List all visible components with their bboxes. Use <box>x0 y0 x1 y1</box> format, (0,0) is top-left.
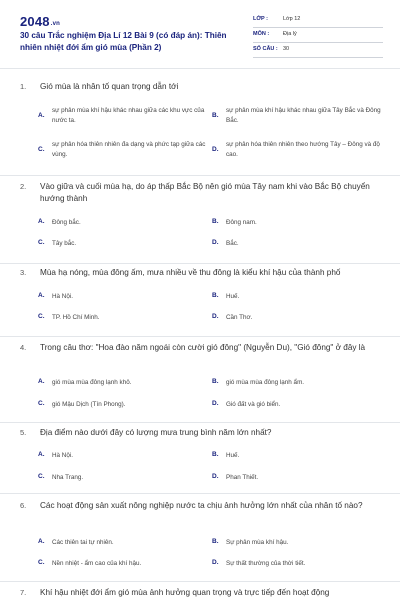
info-value: Lớp 12 <box>283 16 301 22</box>
question-text: Các hoạt động sản xuất nông nghiệp nước ta chịu ảnh hưởng lớn nhất của nhân tố nào? <box>40 501 363 510</box>
question-4 <box>0 337 400 423</box>
question-text: Trong câu thơ: "Hoa đào năm ngoái còn cười gió đông" (Nguyễn Du), "Gió đông" ở đây là <box>40 343 366 352</box>
question-5 <box>0 423 400 494</box>
option-text: sự phân mùa khí hậu khác nhau giữa Tây Bắc và Đông Bắc. <box>226 107 381 124</box>
question-text: Địa điểm nào dưới đây có lượng mưa trung bình năm lớn nhất? <box>40 428 272 437</box>
option-text: Hà Nội. <box>52 452 73 459</box>
option-text: Đông nam. <box>226 219 257 226</box>
option-text: Bắc. <box>226 240 239 247</box>
info-row-subject <box>253 28 383 43</box>
option-text: Huế. <box>226 293 240 300</box>
option-text: gió mùa mùa đông lạnh ẩm. <box>226 379 305 386</box>
option-letter: A. <box>38 292 45 299</box>
option-text: Nha Trang. <box>52 474 84 481</box>
option-text: Hà Nội. <box>52 293 73 300</box>
info-value: 30 <box>283 46 290 52</box>
question-number: 6. <box>20 501 27 510</box>
info-row-class <box>253 13 383 28</box>
option-text: Các thiên tai tự nhiên. <box>52 539 114 546</box>
question-number: 2. <box>20 182 27 191</box>
info-label: SỐ CÂU : <box>253 46 278 52</box>
header-divider <box>0 68 400 69</box>
option-letter: A. <box>38 538 45 545</box>
option-letter: B. <box>212 292 219 299</box>
question-text: Khí hậu nhiệt đới ẩm gió mùa ảnh hưởng quan trọng và trực tiếp đến hoạt động <box>40 588 330 597</box>
option-letter: A. <box>38 378 45 385</box>
info-label: LỚP : <box>253 16 268 22</box>
option-text: Phan Thiết. <box>226 474 259 481</box>
option-letter: D. <box>212 473 219 480</box>
option-letter: B. <box>212 218 219 225</box>
option-text: Huế. <box>226 452 240 459</box>
option-letter: C. <box>38 559 45 566</box>
option-letter: C. <box>38 313 45 320</box>
logo-suffix: .vn <box>50 21 61 27</box>
option-letter: D. <box>212 559 219 566</box>
logo-text: 2048 <box>20 14 50 29</box>
info-label: MÔN : <box>253 31 270 37</box>
option-text: gió mùa mùa đông lạnh khô. <box>52 379 132 386</box>
question-number: 7. <box>20 588 27 597</box>
option-text: Sự thất thường của thời tiết. <box>226 560 306 567</box>
question-number: 4. <box>20 343 27 352</box>
question-number: 1. <box>20 82 27 91</box>
option-letter: D. <box>212 400 219 407</box>
option-letter: C. <box>38 146 45 153</box>
option-letter: C. <box>38 400 45 407</box>
question-2 <box>0 176 400 264</box>
question-6 <box>0 494 400 582</box>
question-text: Gió mùa là nhân tố quan trọng dẫn tới <box>40 82 179 91</box>
option-letter: D. <box>212 313 219 320</box>
option-text: TP. Hồ Chí Minh. <box>52 314 100 321</box>
question-number: 5. <box>20 428 27 437</box>
option-letter: D. <box>212 146 219 153</box>
option-text: gió Mậu Dịch (Tín Phong). <box>52 401 126 408</box>
question-7 <box>0 582 400 600</box>
question-number: 3. <box>20 268 27 277</box>
document-title: 30 câu Trắc nghiệm Địa Lí 12 Bài 9 (có đáp án): Thiên nhiên nhiệt đới ẩm gió mùa (Phần 2) <box>20 31 227 52</box>
option-text: Nền nhiệt - ẩm cao của khí hậu. <box>52 560 142 567</box>
option-letter: B. <box>212 378 219 385</box>
option-letter: A. <box>38 218 45 225</box>
option-letter: A. <box>38 451 45 458</box>
option-text: sự phân hóa thiên nhiên theo hướng Tây – Đông và độ cao. <box>226 141 380 158</box>
page-header <box>0 0 400 70</box>
site-logo[interactable] <box>20 14 60 29</box>
option-text: Đông bắc. <box>52 219 81 226</box>
question-text: Mùa hạ nóng, mùa đông ấm, mưa nhiều về thu đông là kiểu khí hậu của thành phố <box>40 268 341 277</box>
option-letter: B. <box>212 538 219 545</box>
option-letter: B. <box>212 112 219 119</box>
info-value: Địa lý <box>283 31 297 37</box>
option-letter: C. <box>38 473 45 480</box>
option-letter: D. <box>212 239 219 246</box>
option-text: Cần Thơ. <box>226 314 253 321</box>
option-letter: A. <box>38 112 45 119</box>
info-panel <box>253 13 383 58</box>
option-text: sự phân mùa khí hậu khác nhau giữa các khu vực của nước ta. <box>52 107 205 124</box>
question-text: Vào giữa và cuối mùa hạ, do áp thấp Bắc Bộ nên gió mùa Tây nam khi vào Bắc Bộ chuyển hướng thành <box>40 182 370 203</box>
option-text: sự phân hóa thiên nhiên đa dạng và phức tạp giữa các vùng. <box>52 141 206 158</box>
option-text: Sự phân mùa khí hậu. <box>226 539 289 546</box>
info-row-count <box>253 43 383 58</box>
question-3 <box>0 264 400 337</box>
option-text: Gió đất và gió biển. <box>226 401 281 408</box>
question-1 <box>0 70 400 176</box>
option-text: Tây bắc. <box>52 240 77 247</box>
option-letter: C. <box>38 239 45 246</box>
option-letter: B. <box>212 451 219 458</box>
